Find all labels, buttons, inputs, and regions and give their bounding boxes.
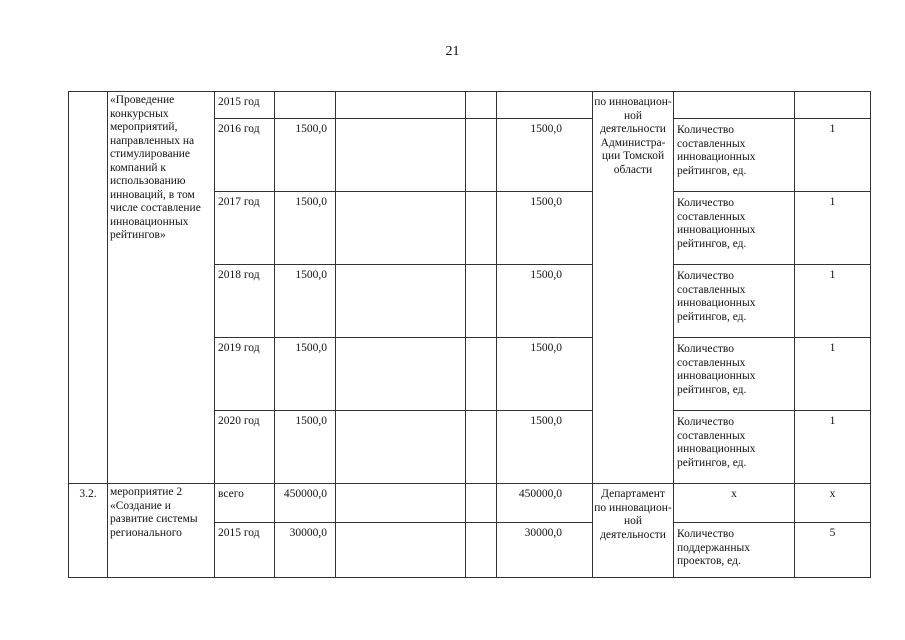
total-cell: 1500,0 bbox=[275, 265, 336, 338]
empty-cell bbox=[336, 92, 466, 119]
year-cell: 2015 год bbox=[215, 92, 275, 119]
indicator-cell: Количество составленных инновационных рейтингов, ед. bbox=[674, 192, 795, 265]
empty-cell bbox=[336, 192, 466, 265]
page-number: 21 bbox=[445, 44, 460, 59]
fund-cell: 1500,0 bbox=[497, 338, 593, 411]
empty-cell bbox=[466, 92, 497, 119]
empty-cell bbox=[466, 265, 497, 338]
fund-cell: 450000,0 bbox=[497, 484, 593, 523]
measure-name: мероприятие 2 «Создание и развитие системы регионального bbox=[108, 484, 215, 578]
year-cell: 2019 год bbox=[215, 338, 275, 411]
empty-cell bbox=[466, 484, 497, 523]
fund-cell: 1500,0 bbox=[497, 192, 593, 265]
year-cell: 2017 год bbox=[215, 192, 275, 265]
year-cell: 2015 год bbox=[215, 523, 275, 578]
indicator-cell: х bbox=[674, 484, 795, 523]
row-number bbox=[69, 92, 108, 484]
value-cell: 5 bbox=[795, 523, 871, 578]
row-number: 3.2. bbox=[69, 484, 108, 578]
fund-cell: 30000,0 bbox=[497, 523, 593, 578]
empty-cell bbox=[336, 338, 466, 411]
value-cell: х bbox=[795, 484, 871, 523]
executor-cell: по инновацион-ной деятельности Администра-ции Томской области bbox=[593, 92, 674, 484]
value-cell: 1 bbox=[795, 411, 871, 484]
total-cell: 450000,0 bbox=[275, 484, 336, 523]
year-cell: всего bbox=[215, 484, 275, 523]
empty-cell bbox=[336, 119, 466, 192]
value-cell: 1 bbox=[795, 119, 871, 192]
table-row bbox=[69, 484, 871, 523]
program-table bbox=[68, 91, 871, 578]
measure-name: «Проведение конкурсных мероприятий, направленных на стимулирование компаний к использованию инноваций, в том числе составление инновационных рейтингов» bbox=[108, 92, 215, 484]
fund-cell bbox=[497, 92, 593, 119]
table-row bbox=[69, 92, 871, 119]
empty-cell bbox=[466, 119, 497, 192]
empty-cell bbox=[336, 411, 466, 484]
empty-cell bbox=[336, 523, 466, 578]
indicator-cell bbox=[674, 92, 795, 119]
value-cell: 1 bbox=[795, 338, 871, 411]
empty-cell bbox=[466, 192, 497, 265]
value-cell: 1 bbox=[795, 192, 871, 265]
fund-cell: 1500,0 bbox=[497, 119, 593, 192]
fund-cell: 1500,0 bbox=[497, 265, 593, 338]
total-cell: 1500,0 bbox=[275, 411, 336, 484]
indicator-cell: Количество составленных инновационных рейтингов, ед. bbox=[674, 119, 795, 192]
total-cell: 1500,0 bbox=[275, 119, 336, 192]
executor-cell: Департамент по инновацион-ной деятельности bbox=[593, 484, 674, 578]
empty-cell bbox=[336, 484, 466, 523]
indicator-cell: Количество составленных инновационных рейтингов, ед. bbox=[674, 265, 795, 338]
total-cell: 30000,0 bbox=[275, 523, 336, 578]
total-cell: 1500,0 bbox=[275, 192, 336, 265]
empty-cell bbox=[466, 338, 497, 411]
value-cell bbox=[795, 92, 871, 119]
empty-cell bbox=[336, 265, 466, 338]
indicator-cell: Количество составленных инновационных рейтингов, ед. bbox=[674, 338, 795, 411]
total-cell: 1500,0 bbox=[275, 338, 336, 411]
year-cell: 2018 год bbox=[215, 265, 275, 338]
year-cell: 2020 год bbox=[215, 411, 275, 484]
empty-cell bbox=[466, 411, 497, 484]
year-cell: 2016 год bbox=[215, 119, 275, 192]
indicator-cell: Количество составленных инновационных рейтингов, ед. bbox=[674, 411, 795, 484]
fund-cell: 1500,0 bbox=[497, 411, 593, 484]
value-cell: 1 bbox=[795, 265, 871, 338]
indicator-cell: Количество поддержанных проектов, ед. bbox=[674, 523, 795, 578]
empty-cell bbox=[466, 523, 497, 578]
total-cell bbox=[275, 92, 336, 119]
